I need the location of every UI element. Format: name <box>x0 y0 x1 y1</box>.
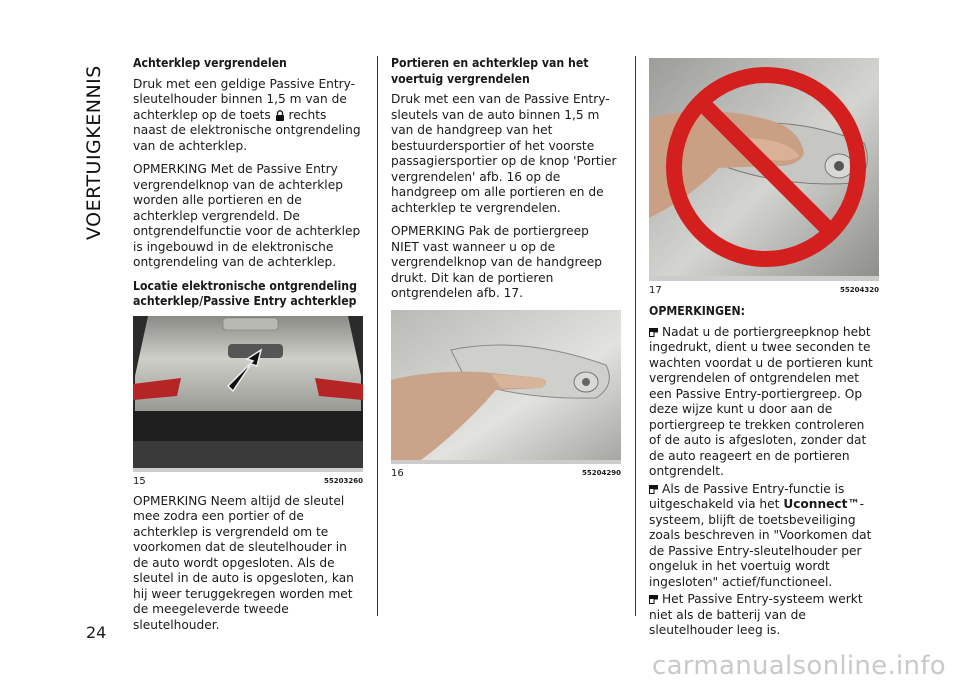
prohibited-grip-photo <box>649 58 879 281</box>
watermark: carmanualsonline.info <box>651 651 946 681</box>
door-handle-photo <box>391 310 621 465</box>
note-bullet-icon <box>649 595 658 604</box>
figure-17 <box>649 58 879 298</box>
column-2 <box>391 56 619 486</box>
heading-tailgate-lock: Achterklep vergrendelen <box>133 56 287 70</box>
lock-icon <box>275 110 285 121</box>
figure-number: 16 <box>391 468 404 479</box>
heading-doors-lock: Portieren en achterklep van het voertuig vergrendelen <box>391 56 589 86</box>
figure-15 <box>133 316 363 490</box>
figure-caption <box>133 474 363 490</box>
note-item-3: Het Passive Entry-systeem werkt niet als de batterij van de sleutelhouder leeg is. <box>649 592 863 637</box>
column-divider <box>635 56 636 616</box>
figure-number: 17 <box>649 284 662 296</box>
column-divider <box>377 56 378 616</box>
figure-caption <box>649 283 879 299</box>
note-bullet-icon <box>649 328 658 337</box>
figure-caption <box>391 466 621 482</box>
figure-16 <box>391 310 621 482</box>
note-do-not-grab: OPMERKING Pak de portiergreep NIET vast wanneer u op de vergrendelknop van de handgreep drukt. Dit kan de portieren ontgrendelen afb. 17. <box>391 224 602 300</box>
paragraph-tailgate-lock: Druk met een geldige Passive Entry-sleutelhouder binnen 1,5 m van de achterklep op de toets rechts naast de elektronische ontgrendeling van de achterklep. <box>133 76 361 153</box>
note-keep-key: OPMERKING Neem altijd de sleutel mee zodra een portier of de achterklep is vergrendeld om te voorkomen dat de sleutelhouder in de auto wordt opgesloten. Als de sleutel in de auto is opgesloten, kan hij weer teruggekregen worden met de meegeleverde tweede sleutelhouder. <box>133 493 354 632</box>
page-number: 24 <box>86 623 107 642</box>
figure-code: 55204290 <box>582 469 621 477</box>
figure-code: 55204320 <box>840 285 879 294</box>
paragraph-doors-lock: Druk met een van de Passive Entry-sleutels van de auto binnen 1,5 m van de handgreep van het bestuurdersportier of het voorste passagiersportier op de knop 'Portier vergrendelen' afb. 16 op de handgreep om alle portieren en de achterklep te vergrendelen. <box>391 92 617 215</box>
column-3 <box>649 56 877 641</box>
notes-heading: OPMERKINGEN: <box>649 304 746 318</box>
section-side-title: VOERTUIGKENNIS <box>83 65 105 240</box>
figure-code: 55203260 <box>324 477 363 485</box>
note-bullet-icon <box>649 485 658 494</box>
uconnect-term: Uconnect™ <box>783 497 860 511</box>
note-item-1: Nadat u de portiergreepknop hebt ingedrukt, dient u twee seconden te wachten voordat u de portieren kunt vergrendelen of ontgrendelen met een Passive Entry-portiergreep. Op deze wijze kunt u door aan de portiergreep te trekken controleren of de auto is afgesloten, zonder dat de auto reageert en de portieren ontgrendelt. <box>649 324 873 478</box>
column-1 <box>133 56 361 641</box>
note-tailgate: OPMERKING Met de Passive Entry vergrendelknop van de achterklep worden alle portieren en de achterklep vergrendeld. De ontgrendelfunctie voor de achterklep is ingebouwd in de elektronische ontgrendeling van de achterklep. <box>133 162 361 269</box>
figure-number: 15 <box>133 476 146 487</box>
heading-tailgate-location: Locatie elektronische ontgrendeling achterklep/Passive Entry achterklep <box>133 278 357 308</box>
note-item-2: Als de Passive Entry-functie is uitgeschakeld via het Uconnect™-systeem, blijft de toetsbeveiliging zoals beschreven in "Voorkomen dat de Passive Entry-sleutelhouder per ongeluk in het voertuig wordt ingesloten" actief/functioneel. <box>649 481 872 589</box>
tailgate-photo <box>133 316 363 473</box>
